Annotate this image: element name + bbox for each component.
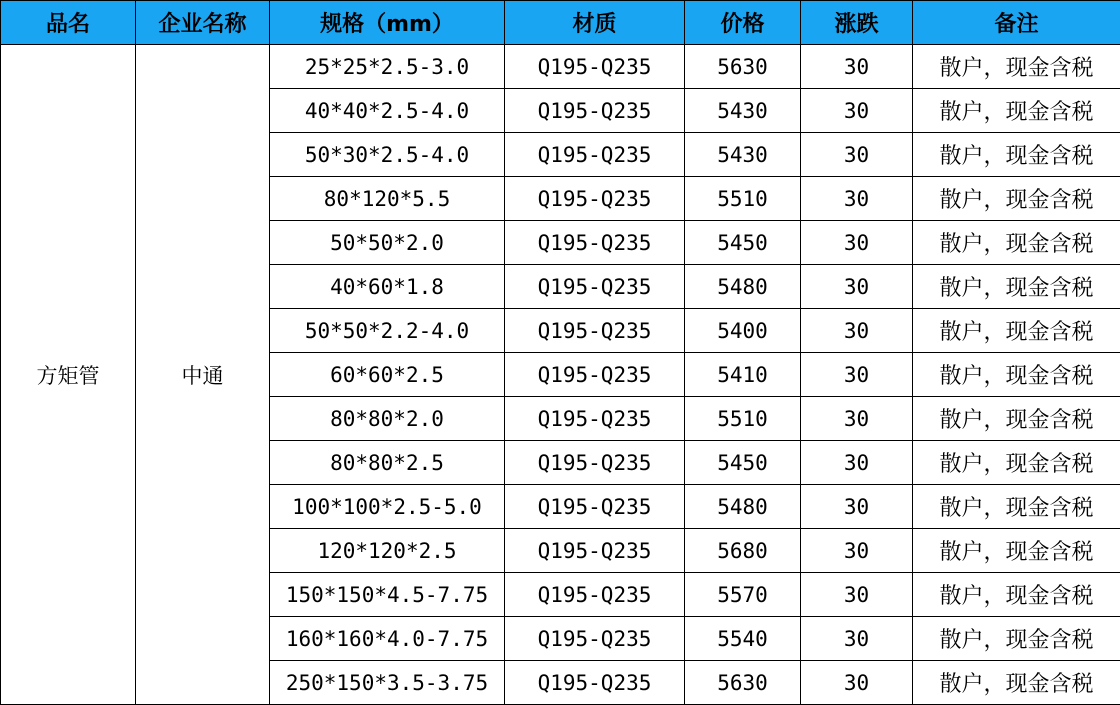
change-cell: 30	[801, 133, 913, 177]
price-cell: 5450	[685, 221, 801, 265]
company-cell: 中通	[136, 45, 270, 705]
price-cell: 5480	[685, 485, 801, 529]
spec-cell: 150*150*4.5-7.75	[270, 573, 505, 617]
material-cell: Q195-Q235	[505, 89, 685, 133]
header-price: 价格	[685, 1, 801, 45]
spec-cell: 80*80*2.5	[270, 441, 505, 485]
remark-cell: 散户，现金含税	[913, 177, 1120, 221]
spec-cell: 160*160*4.0-7.75	[270, 617, 505, 661]
remark-cell: 散户，现金含税	[913, 661, 1120, 705]
price-cell: 5680	[685, 529, 801, 573]
change-cell: 30	[801, 353, 913, 397]
price-cell: 5540	[685, 617, 801, 661]
remark-cell: 散户，现金含税	[913, 45, 1120, 89]
material-cell: Q195-Q235	[505, 617, 685, 661]
header-spec: 规格（mm）	[270, 1, 505, 45]
table-body	[1, 45, 1120, 705]
change-cell: 30	[801, 309, 913, 353]
price-cell: 5400	[685, 309, 801, 353]
material-cell: Q195-Q235	[505, 485, 685, 529]
price-cell: 5630	[685, 45, 801, 89]
remark-cell: 散户，现金含税	[913, 353, 1120, 397]
header-remark: 备注	[913, 1, 1120, 45]
change-cell: 30	[801, 485, 913, 529]
spec-cell: 50*50*2.2-4.0	[270, 309, 505, 353]
material-cell: Q195-Q235	[505, 45, 685, 89]
spec-cell: 100*100*2.5-5.0	[270, 485, 505, 529]
material-cell: Q195-Q235	[505, 573, 685, 617]
spec-cell: 60*60*2.5	[270, 353, 505, 397]
remark-cell: 散户，现金含税	[913, 397, 1120, 441]
spec-cell: 50*30*2.5-4.0	[270, 133, 505, 177]
change-cell: 30	[801, 529, 913, 573]
price-cell: 5630	[685, 661, 801, 705]
spec-cell: 250*150*3.5-3.75	[270, 661, 505, 705]
header-change: 涨跌	[801, 1, 913, 45]
change-cell: 30	[801, 661, 913, 705]
material-cell: Q195-Q235	[505, 353, 685, 397]
price-cell: 5510	[685, 177, 801, 221]
material-cell: Q195-Q235	[505, 441, 685, 485]
remark-cell: 散户，现金含税	[913, 529, 1120, 573]
table-header	[1, 1, 1120, 45]
product-name-cell: 方矩管	[1, 45, 136, 705]
remark-cell: 散户，现金含税	[913, 441, 1120, 485]
remark-cell: 散户，现金含税	[913, 617, 1120, 661]
material-cell: Q195-Q235	[505, 397, 685, 441]
price-cell: 5410	[685, 353, 801, 397]
price-cell: 5480	[685, 265, 801, 309]
remark-cell: 散户，现金含税	[913, 221, 1120, 265]
spec-cell: 120*120*2.5	[270, 529, 505, 573]
material-cell: Q195-Q235	[505, 177, 685, 221]
price-cell: 5450	[685, 441, 801, 485]
material-cell: Q195-Q235	[505, 529, 685, 573]
material-cell: Q195-Q235	[505, 661, 685, 705]
spec-cell: 40*40*2.5-4.0	[270, 89, 505, 133]
change-cell: 30	[801, 45, 913, 89]
spec-cell: 40*60*1.8	[270, 265, 505, 309]
change-cell: 30	[801, 397, 913, 441]
price-cell: 5430	[685, 89, 801, 133]
price-cell: 5570	[685, 573, 801, 617]
header-row	[1, 1, 1120, 45]
header-company: 企业名称	[136, 1, 270, 45]
change-cell: 30	[801, 441, 913, 485]
change-cell: 30	[801, 265, 913, 309]
spec-cell: 80*120*5.5	[270, 177, 505, 221]
remark-cell: 散户，现金含税	[913, 265, 1120, 309]
change-cell: 30	[801, 617, 913, 661]
spec-cell: 80*80*2.0	[270, 397, 505, 441]
remark-cell: 散户，现金含税	[913, 89, 1120, 133]
material-cell: Q195-Q235	[505, 221, 685, 265]
remark-cell: 散户，现金含税	[913, 133, 1120, 177]
material-cell: Q195-Q235	[505, 133, 685, 177]
spec-cell: 50*50*2.0	[270, 221, 505, 265]
table-row	[1, 45, 1120, 89]
remark-cell: 散户，现金含税	[913, 573, 1120, 617]
remark-cell: 散户，现金含税	[913, 309, 1120, 353]
change-cell: 30	[801, 221, 913, 265]
change-cell: 30	[801, 573, 913, 617]
price-cell: 5510	[685, 397, 801, 441]
header-material: 材质	[505, 1, 685, 45]
material-cell: Q195-Q235	[505, 309, 685, 353]
header-product-name: 品名	[1, 1, 136, 45]
remark-cell: 散户，现金含税	[913, 485, 1120, 529]
spec-cell: 25*25*2.5-3.0	[270, 45, 505, 89]
change-cell: 30	[801, 89, 913, 133]
price-cell: 5430	[685, 133, 801, 177]
change-cell: 30	[801, 177, 913, 221]
material-cell: Q195-Q235	[505, 265, 685, 309]
